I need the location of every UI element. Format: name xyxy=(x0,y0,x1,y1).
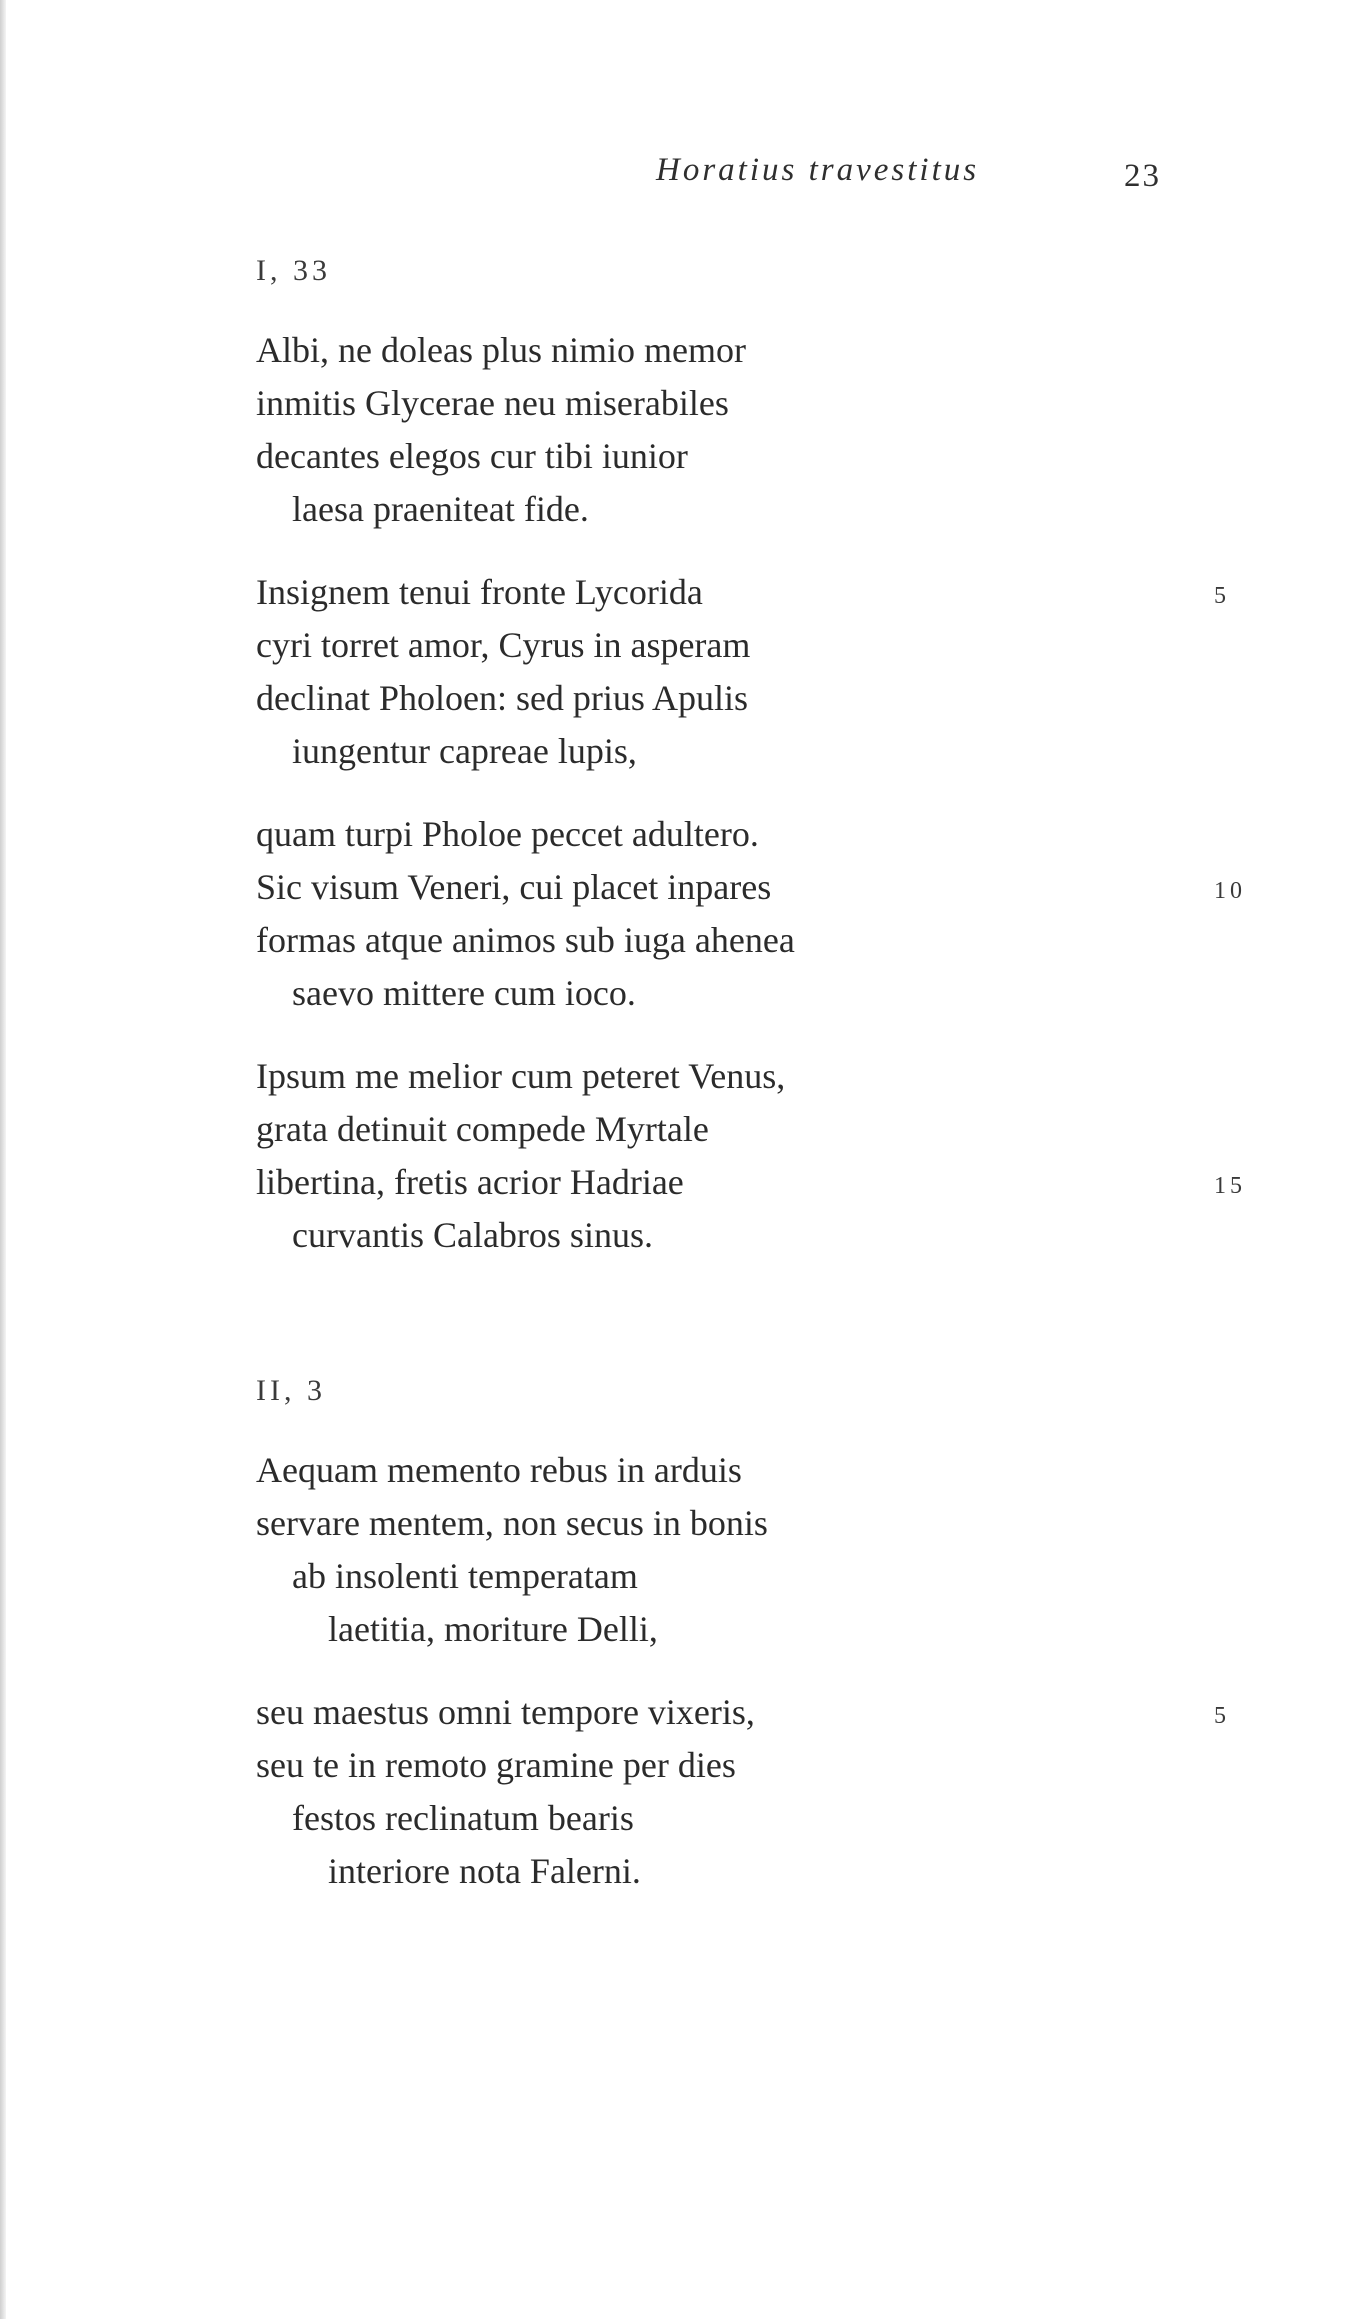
verse-line: Albi, ne doleas plus nimio memor xyxy=(256,330,746,370)
verse-line: servare mentem, non secus in bonis xyxy=(256,1503,768,1543)
running-head xyxy=(0,152,1364,196)
stanza xyxy=(256,324,1256,536)
verse-line: formas atque animos sub iuga ahenea xyxy=(256,920,795,960)
verse-line: Aequam memento rebus in arduis xyxy=(256,1450,742,1490)
line-number: 15 xyxy=(1214,1173,1246,1199)
verse-line: saevo mittere cum ioco. xyxy=(292,973,636,1013)
verse-line: libertina, fretis acrior Hadriae 15 xyxy=(256,1156,1256,1209)
verse-line: declinat Pholoen: sed prius Apulis xyxy=(256,678,748,718)
verse-line: curvantis Calabros sinus. xyxy=(292,1215,653,1255)
verse-line: iungentur capreae lupis, xyxy=(292,731,637,771)
verse-line: decantes elegos cur tibi iunior xyxy=(256,436,688,476)
verse-line: inmitis Glycerae neu miserabiles xyxy=(256,383,729,423)
stanza xyxy=(256,1444,1256,1656)
verse-line: interiore nota Falerni. xyxy=(328,1851,641,1891)
verse-line: laetitia, moriture Delli, xyxy=(328,1609,658,1649)
verse-line: Ipsum me melior cum peteret Venus, xyxy=(256,1056,786,1096)
verse-line: Insignem tenui fronte Lycorida 5 xyxy=(256,566,1256,619)
verse-line: grata detinuit compede Myrtale xyxy=(256,1109,709,1149)
verse-line: ab insolenti temperatam xyxy=(292,1556,638,1596)
line-number: 5 xyxy=(1214,1703,1230,1729)
line-number: 5 xyxy=(1214,583,1230,609)
verse-line: seu te in remoto gramine per dies xyxy=(256,1745,736,1785)
poem-i-33 xyxy=(256,254,1256,1262)
page-number: 23 xyxy=(1124,158,1161,194)
stanza xyxy=(256,566,1256,778)
verse-line: laesa praeniteat fide. xyxy=(292,489,589,529)
verse-line: quam turpi Pholoe peccet adultero. xyxy=(256,814,759,854)
poem-ii-3 xyxy=(256,1374,1256,1898)
line-number: 10 xyxy=(1214,878,1246,904)
verse-line: cyri torret amor, Cyrus in asperam xyxy=(256,625,751,665)
poem-number: II, 3 xyxy=(256,1374,326,1407)
running-title: Horatius travestitus xyxy=(656,152,980,188)
poem-number: I, 33 xyxy=(256,254,331,287)
verse-line: Sic visum Veneri, cui placet inpares 10 xyxy=(256,861,1256,914)
verse-line: seu maestus omni tempore vixeris, 5 xyxy=(256,1686,1256,1739)
stanza xyxy=(256,1050,1256,1262)
verse-line: festos reclinatum bearis xyxy=(292,1798,634,1838)
stanza xyxy=(256,808,1256,1020)
stanza xyxy=(256,1686,1256,1898)
